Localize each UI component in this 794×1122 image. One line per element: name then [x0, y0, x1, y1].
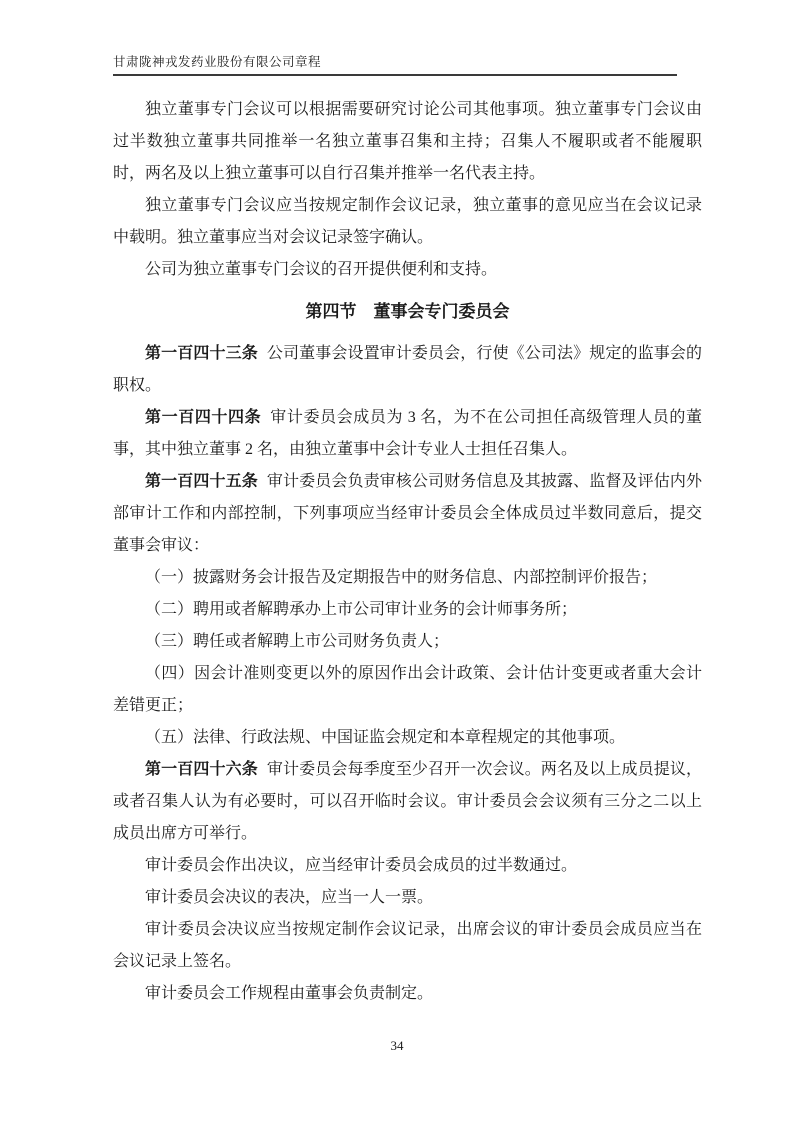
paragraph: 独立董事专门会议应当按规定制作会议记录，独立董事的意见应当在会议记录中载明。独立董事应当对会议记录签字确认。 [113, 197, 702, 246]
paragraph: 审计委员会工作规程由董事会负责制定。 [145, 985, 434, 1002]
paragraph: 公司为独立董事专门会议的召开提供便利和支持。 [145, 261, 498, 278]
page-number: 34 [390, 1038, 404, 1053]
section-heading: 第四节 董事会专门委员会 [305, 302, 510, 321]
article-number: 第一百四十三条 [145, 345, 258, 362]
article-paragraph: 第一百四十三条 公司董事会设置审计委员会，行使《公司法》规定的监事会的职权。 [113, 345, 702, 394]
page-footer [0, 1038, 794, 1054]
article-number: 第一百四十六条 [145, 761, 258, 778]
article-number: 第一百四十四条 [145, 409, 262, 426]
paragraph: 审计委员会决议的表决，应当一人一票。 [145, 889, 434, 906]
article-paragraph: 第一百四十六条 审计委员会每季度至少召开一次会议。两名及以上成员提议，或者召集人认为有必要时，可以召开临时会议。审计委员会会议须有三分之二以上成员出席方可举行。 [113, 761, 702, 842]
list-item-paragraph: （二）聘用或者解聘承办上市公司审计业务的会计师事务所； [145, 601, 578, 618]
page-header [113, 54, 677, 76]
document-title: 甘肃陇神戎发药业股份有限公司章程 [113, 55, 322, 69]
list-item-paragraph: （一）披露财务会计报告及定期报告中的财务信息、内部控制评价报告； [145, 569, 658, 586]
article-number: 第一百四十五条 [145, 473, 258, 490]
list-item-paragraph: （四）因会计准则变更以外的原因作出会计政策、会计估计变更或者重大会计差错更正； [113, 665, 702, 714]
document-body [113, 94, 702, 1010]
list-item-paragraph: （三）聘任或者解聘上市公司财务负责人； [145, 633, 450, 650]
paragraph: 独立董事专门会议可以根据需要研究讨论公司其他事项。独立董事专门会议由过半数独立董事共同推举一名独立董事召集和主持；召集人不履职或者不能履职时，两名及以上独立董事可以自行召集并推举一名代表主持。 [113, 101, 702, 182]
list-item-paragraph: （五）法律、行政法规、中国证监会规定和本章程规定的其他事项。 [145, 729, 626, 746]
paragraph: 审计委员会作出决议，应当经审计委员会成员的过半数通过。 [145, 857, 578, 874]
article-paragraph: 第一百四十四条 审计委员会成员为 3 名，为不在公司担任高级管理人员的董事，其中独立董事 2 名，由独立董事中会计专业人士担任召集人。 [113, 409, 702, 458]
paragraph: 审计委员会决议应当按规定制作会议记录，出席会议的审计委员会成员应当在会议记录上签名。 [113, 921, 702, 970]
article-paragraph: 第一百四十五条 审计委员会负责审核公司财务信息及其披露、监督及评估内外部审计工作和内部控制，下列事项应当经审计委员会全体成员过半数同意后，提交董事会审议： [113, 473, 702, 554]
